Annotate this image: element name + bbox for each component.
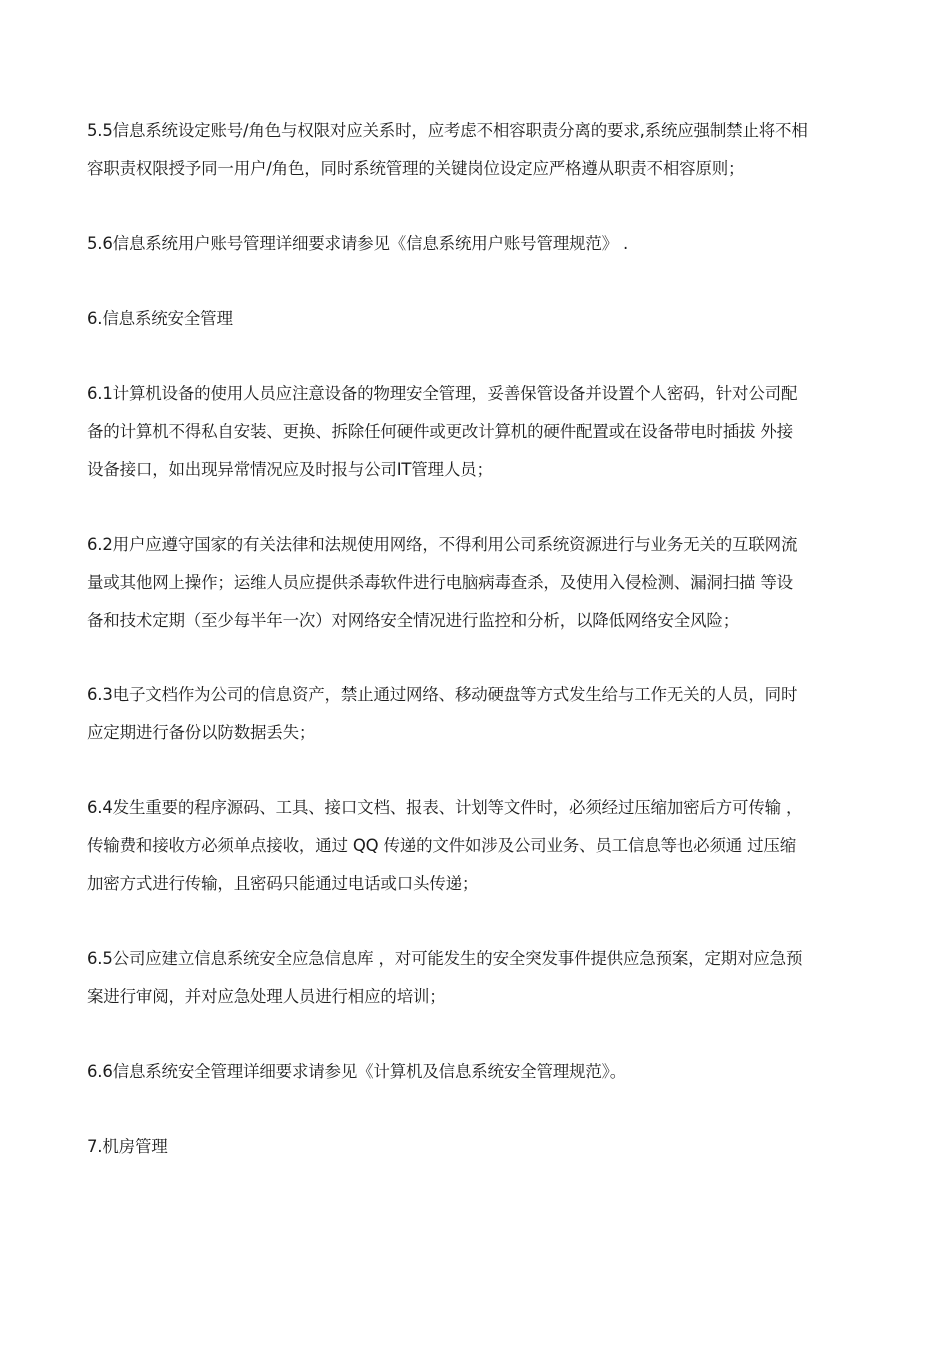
section-heading-6	[87, 300, 867, 338]
paragraph-line: 案进行审阅，并对应急处理人员进行相应的培训；	[87, 987, 446, 1006]
section-heading-text: 6.信息系统安全管理	[87, 309, 233, 328]
paragraph-line: 备的计算机不得私自安装、更换、拆除任何硬件或更改计算机的硬件配置或在设备带电时插拔 外接	[87, 422, 793, 441]
paragraph-line: 6.2用户应遵守国家的有关法律和法规使用网络，不得利用公司系统资源进行与业务无关的互联网流	[87, 535, 798, 554]
paragraph-6-1	[87, 375, 867, 489]
paragraph-line: 6.6信息系统安全管理详细要求请参见《计算机及信息系统安全管理规范》。	[87, 1062, 626, 1081]
paragraph-5-5	[87, 112, 867, 188]
paragraph-line: 应定期进行备份以防数据丢失；	[87, 723, 316, 742]
paragraph-line: 6.3电子文档作为公司的信息资产，禁止通过网络、移动硬盘等方式发生给与工作无关的人员，同时	[87, 685, 798, 704]
paragraph-line: 6.1计算机设备的使用人员应注意设备的物理安全管理，妥善保管设备并设置个人密码，针对公司配	[87, 384, 798, 403]
section-heading-7	[87, 1128, 867, 1166]
paragraph-6-2	[87, 526, 867, 640]
section-heading-text: 7.机房管理	[87, 1137, 168, 1156]
paragraph-line: 传输费和接收方必须单点接收，通过 QQ 传递的文件如涉及公司业务、员工信息等也必须通 过压缩	[87, 836, 797, 855]
paragraph-line: 容职责权限授予同一用户/角色，同时系统管理的关键岗位设定应严格遵从职责不相容原则；	[87, 159, 745, 178]
paragraph-line: 加密方式进行传输，且密码只能通过电话或口头传递；	[87, 874, 479, 893]
paragraph-6-5	[87, 940, 867, 1016]
paragraph-6-3	[87, 676, 867, 752]
paragraph-line: 量或其他网上操作；运维人员应提供杀毒软件进行电脑病毒查杀，及使用入侵检测、漏洞扫描 等设	[87, 573, 793, 592]
paragraph-line: 5.5信息系统设定账号/角色与权限对应关系时，应考虑不相容职责分离的要求,系统应强制禁止将不相	[87, 121, 808, 140]
paragraph-line: 6.5公司应建立信息系统安全应急信息库 ，对可能发生的安全突发事件提供应急预案，定期对应急预	[87, 949, 803, 968]
paragraph-line: 5.6信息系统用户账号管理详细要求请参见《信息系统用户账号管理规范》 .	[87, 234, 629, 253]
paragraph-line: 设备接口，如出现异常情况应及时报与公司IT管理人员；	[87, 460, 493, 479]
paragraph-line: 6.4发生重要的程序源码、工具、接口文档、报表、计划等文件时，必须经过压缩加密后方可传输 ，	[87, 798, 803, 817]
paragraph-6-6	[87, 1053, 867, 1091]
paragraph-line: 备和技术定期（至少每半年一次）对网络安全情况进行监控和分析，以降低网络安全风险；	[87, 611, 740, 630]
paragraph-6-4	[87, 789, 867, 903]
paragraph-5-6	[87, 225, 867, 263]
